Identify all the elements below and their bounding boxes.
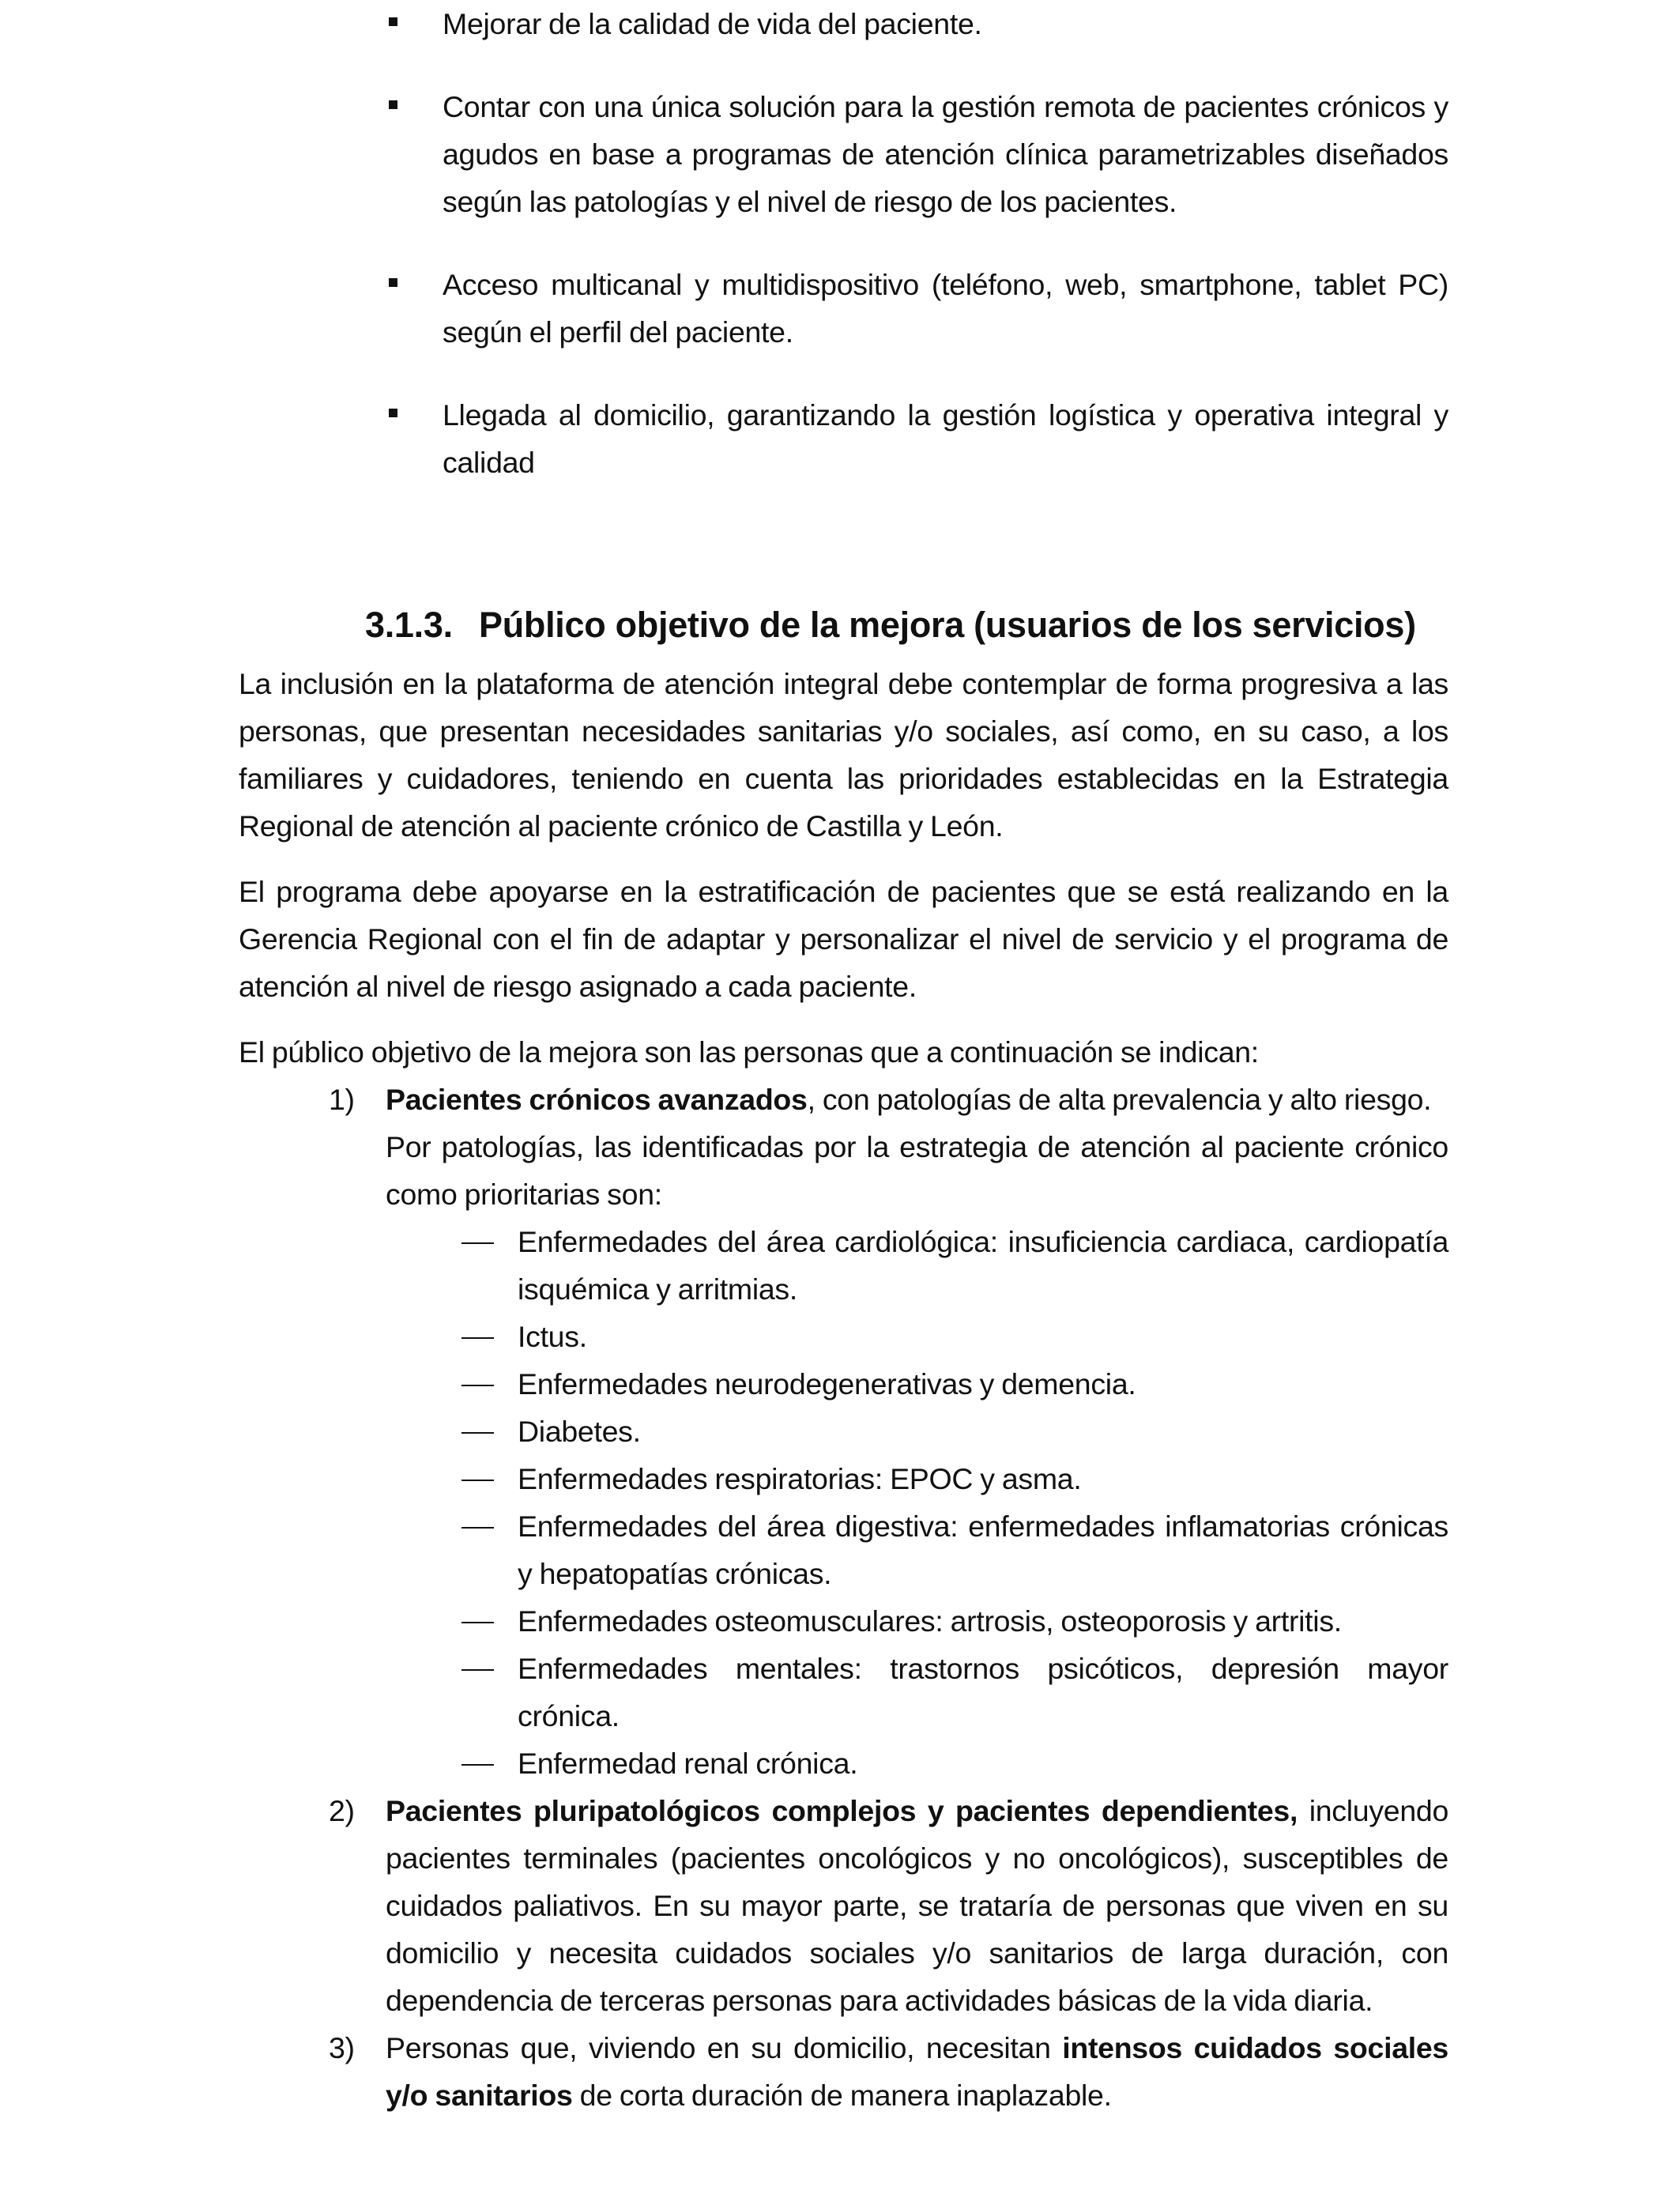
pathology-text: Enfermedades respiratorias: EPOC y asma.	[518, 1462, 1082, 1495]
bullet-text: Contar con una única solución para la gestión remota de pacientes crónicos y agudos en base a programas de atención clínica parametrizables diseñados según las patologías y el nivel de riesgo de los pacientes.	[443, 90, 1448, 218]
pathology-text: Diabetes.	[518, 1415, 641, 1448]
item-rest-text: de corta duración de manera inaplazable.	[572, 2079, 1112, 2112]
benefit-bullet	[239, 391, 1448, 486]
benefit-bullet	[239, 0, 1448, 47]
dash-bullet-icon	[461, 1432, 494, 1434]
dash-bullet-icon	[461, 1764, 494, 1766]
pathology-text: Enfermedades del área cardiológica: insuficiencia cardiaca, cardiopatía isquémica y arritmias.	[518, 1225, 1448, 1306]
square-bullet-icon	[389, 409, 397, 417]
section-title: Público objetivo de la mejora (usuarios de los servicios)	[479, 605, 1416, 645]
bullet-text: Llegada al domicilio, garantizando la gestión logística y operativa integral y calidad	[443, 398, 1448, 479]
pathology-text: Ictus.	[518, 1320, 587, 1353]
dash-bullet-icon	[461, 1242, 494, 1244]
pathology-item	[386, 1502, 1448, 1597]
item-bold-text: Pacientes crónicos avanzados	[386, 1083, 808, 1116]
pathology-text: Enfermedades osteomusculares: artrosis, osteoporosis y artritis.	[518, 1604, 1342, 1638]
numbered-item	[239, 2024, 1448, 2119]
dash-bullet-icon	[461, 1669, 494, 1671]
pathology-item	[386, 1597, 1448, 1645]
document-content	[239, 0, 1448, 2119]
pathology-item	[386, 1360, 1448, 1408]
benefit-bullet	[239, 83, 1448, 225]
pathology-item	[386, 1740, 1448, 1787]
item-text	[386, 1787, 1448, 2024]
pathology-list	[386, 1218, 1448, 1787]
item-text	[386, 2024, 1448, 2119]
item-number: 1)	[329, 1083, 355, 1116]
numbered-item	[239, 1787, 1448, 2024]
square-bullet-icon	[389, 278, 397, 287]
pathology-text: Enfermedades neurodegenerativas y demencia.	[518, 1367, 1136, 1400]
item-rest-text: , con patologías de alta prevalencia y alto riesgo.	[807, 1083, 1432, 1116]
bullet-text: Mejorar de la calidad de vida del paciente.	[443, 7, 982, 40]
item-sub-intro: Por patologías, las identificadas por la estrategia de atención al paciente crónico como prioritarias son:	[386, 1130, 1448, 1211]
pathology-text: Enfermedades del área digestiva: enfermedades inflamatorias crónicas y hepatopatías crónicas.	[518, 1510, 1448, 1590]
section-heading	[365, 592, 1448, 658]
paragraph: El público objetivo de la mejora son las personas que a continuación se indican:	[239, 1035, 1259, 1069]
dash-bullet-icon	[461, 1385, 494, 1386]
item-text	[386, 1076, 1448, 1123]
benefit-bullet-list	[239, 0, 1448, 486]
square-bullet-icon	[389, 100, 397, 109]
target-audience-list	[239, 1076, 1448, 2119]
bullet-text: Acceso multicanal y multidispositivo (teléfono, web, smartphone, tablet PC) según el perfil del paciente.	[443, 268, 1448, 349]
pathology-text: Enfermedad renal crónica.	[518, 1747, 858, 1780]
dash-bullet-icon	[461, 1480, 494, 1481]
item-bold-text: Pacientes pluripatológicos complejos y pacientes dependientes,	[386, 1794, 1298, 1827]
dash-bullet-icon	[461, 1337, 494, 1339]
numbered-item	[239, 1076, 1448, 1787]
item-bold-text: intensos cuidados sociales y/o sanitarios	[386, 2031, 1448, 2112]
pathology-item	[386, 1645, 1448, 1740]
dash-bullet-icon	[461, 1527, 494, 1529]
paragraph: La inclusión en la plataforma de atención integral debe contemplar de forma progresiva a las personas, que presentan necesidades sanitarias y/o sociales, así como, en su caso, a los familiares y cuidadores, teniendo en cuenta las prioridades establecidas en la Estrategia Regional de atención al paciente crónico de Castilla y León.	[239, 667, 1448, 843]
benefit-bullet	[239, 261, 1448, 356]
pathology-item	[386, 1408, 1448, 1455]
square-bullet-icon	[389, 17, 397, 26]
item-rest-text: incluyendo pacientes terminales (pacientes oncológicos y no oncológicos), susceptibles de cuidados paliativos. En su mayor parte, se trataría de personas que viven en su domicilio y necesita cuidados sociales y/o sanitarios de larga duración, con dependencia de terceras personas para actividades básicas de la vida diaria.	[386, 1794, 1448, 2017]
item-number: 3)	[329, 2031, 355, 2064]
section-number: 3.1.3.	[365, 605, 453, 645]
pathology-item	[386, 1313, 1448, 1360]
paragraph: El programa debe apoyarse en la estratificación de pacientes que se está realizando en la Gerencia Regional con el fin de adaptar y personalizar el nivel de servicio y el programa de atención al nivel de riesgo asignado a cada paciente.	[239, 875, 1448, 1003]
dash-bullet-icon	[461, 1622, 494, 1623]
pathology-text: Enfermedades mentales: trastornos psicóticos, depresión mayor crónica.	[518, 1652, 1448, 1732]
item-pre-text: Personas que, viviendo en su domicilio, necesitan	[386, 2031, 1063, 2064]
item-number: 2)	[329, 1794, 355, 1827]
pathology-item	[386, 1218, 1448, 1313]
pathology-item	[386, 1455, 1448, 1502]
